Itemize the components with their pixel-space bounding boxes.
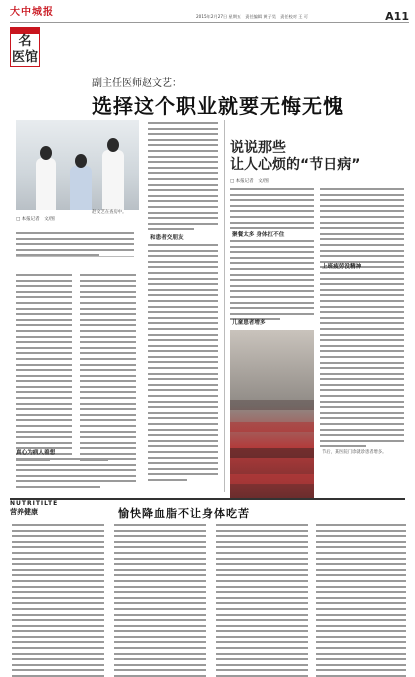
nutrition-body-col3 [216, 524, 308, 677]
photo-figure-head [40, 146, 52, 160]
photo-crowd-row [230, 422, 314, 432]
article-body-col1 [16, 274, 72, 464]
article-subtitle: 副主任医师赵文艺： [92, 78, 182, 89]
sidebar-photo [230, 330, 314, 498]
nutrition-body-col4 [316, 524, 406, 677]
sidebar-credit: □ 本报记者 文/图 [230, 179, 269, 184]
article-body-col3b [148, 244, 218, 485]
masthead-info: 2015年2月27日 星期五 责任编辑 黄子昊 责任校对 王 可 [196, 14, 308, 19]
page-number: A11 [385, 10, 409, 23]
sidebar-section-label: 聚餐太多 身体扛不住 [232, 232, 285, 238]
masthead-rule [10, 22, 409, 23]
column-divider [224, 120, 225, 492]
photo-crowd-row [230, 400, 314, 410]
column-tag-line1: 名 [18, 34, 32, 49]
photo-figure [102, 150, 124, 210]
nutrition-label-cn: 营养健康 [10, 508, 38, 516]
nutrition-label [10, 500, 70, 520]
sidebar-body-col2b [320, 272, 404, 451]
sidebar-section-label: 上班疲劳没精神 [322, 264, 362, 270]
article-section-label: 真心为病人着想 [16, 450, 56, 456]
article-body-col2 [80, 274, 136, 464]
lead-divider [16, 256, 134, 257]
nutrition-label-en: NUTRITILTE [10, 500, 59, 507]
photo-crowd-row [230, 448, 314, 458]
article-credit: □ 本报记者 文/图 [16, 217, 55, 222]
paper-name: 大中城报 [10, 7, 54, 18]
sidebar-title [230, 140, 360, 174]
sidebar-body-col1 [230, 188, 314, 233]
sidebar-body-col1b [230, 240, 314, 324]
article-headline: 选择这个职业就要无悔无愧 [92, 94, 344, 118]
article-body-col1-end [16, 458, 136, 492]
photo-figure-head [107, 138, 119, 152]
sidebar-photo-caption: 节后，某医院门诊就诊患者增多。 [322, 450, 387, 455]
photo-crowd-row [230, 474, 314, 484]
sidebar-section-label: 儿童患者增多 [232, 320, 266, 326]
sidebar-title-line1: 说说那些 [230, 140, 286, 156]
article-photo-caption: 赵文艺在查房中。 [92, 210, 127, 215]
column-tag [10, 27, 40, 67]
article-section-label: 和患者交朋友 [150, 235, 184, 241]
nutrition-headline: 愉快降血脂不让身体吃苦 [118, 507, 250, 520]
article-photo [16, 120, 139, 210]
photo-figure [36, 158, 56, 210]
masthead [0, 0, 415, 30]
photo-figure [70, 166, 92, 210]
photo-figure-head [75, 154, 87, 168]
article-body-col3 [148, 122, 218, 234]
nutrition-body-col2 [114, 524, 206, 677]
sidebar-title-line2: 让人心烦的“节日病” [230, 157, 361, 173]
column-tag-line2: 医馆 [11, 50, 38, 65]
nutrition-body-col1 [12, 524, 104, 677]
